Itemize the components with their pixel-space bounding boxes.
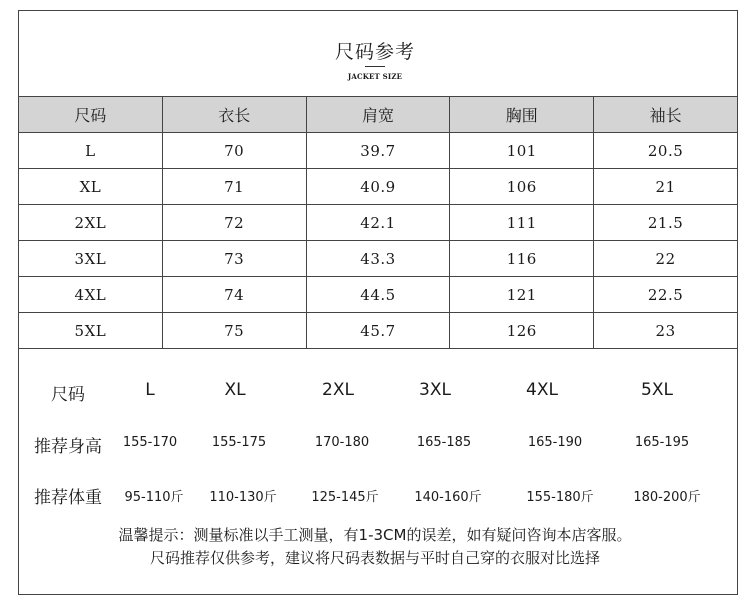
table-cell: 39.7 (306, 133, 450, 169)
recommend-size: XL (224, 380, 246, 400)
recommend-height: 165-185 (416, 435, 472, 450)
table-cell: 75 (162, 313, 306, 349)
table-cell: 45.7 (306, 313, 450, 349)
table-cell: 72 (162, 205, 306, 241)
size-row-label: 尺码 (51, 385, 85, 405)
recommend-height: 155-175 (211, 435, 267, 450)
table-row (19, 313, 738, 349)
table-cell: 22 (594, 241, 738, 277)
page-subtitle: JACKET SIZE (347, 72, 403, 81)
recommend-height: 165-195 (634, 435, 690, 450)
table-cell: 44.5 (306, 277, 450, 313)
table-cell: 40.9 (306, 169, 450, 205)
table-row (19, 241, 738, 277)
recommend-weight: 140-160斤 (414, 490, 482, 505)
table-cell: 2XL (19, 205, 163, 241)
table-cell: 111 (450, 205, 594, 241)
table-cell: 42.1 (306, 205, 450, 241)
recommend-size: L (145, 380, 155, 400)
recommend-height: 170-180 (314, 435, 370, 450)
recommend-size: 2XL (322, 380, 354, 400)
recommend-height: 165-190 (527, 435, 583, 450)
table-cell: 70 (162, 133, 306, 169)
table-cell: 5XL (19, 313, 163, 349)
table-row (19, 277, 738, 313)
table-cell: 101 (450, 133, 594, 169)
table-cell: 3XL (19, 241, 163, 277)
weight-row-label: 推荐体重 (34, 488, 102, 508)
recommend-weight: 125-145斤 (311, 490, 379, 505)
table-cell: L (19, 133, 163, 169)
column-header: 衣长 (162, 97, 306, 133)
height-row-label: 推荐身高 (34, 437, 102, 457)
size-table (18, 96, 738, 349)
table-row (19, 133, 738, 169)
recommend-size: 3XL (419, 380, 451, 400)
table-cell: 74 (162, 277, 306, 313)
table-cell: 73 (162, 241, 306, 277)
recommend-weight: 95-110斤 (124, 490, 184, 505)
table-cell: 43.3 (306, 241, 450, 277)
table-cell: 23 (594, 313, 738, 349)
table-row (19, 169, 738, 205)
table-cell: 71 (162, 169, 306, 205)
table-cell: 121 (450, 277, 594, 313)
size-recommendation (18, 350, 738, 530)
table-cell: 116 (450, 241, 594, 277)
recommend-size: 5XL (641, 380, 673, 400)
title-divider (365, 66, 385, 67)
table-cell: 21 (594, 169, 738, 205)
recommend-weight: 180-200斤 (633, 490, 701, 505)
tip-note-line1: 温馨提示：测量标准以手工测量，有1-3CM的误差，如有疑问咨询本店客服。 (118, 526, 632, 544)
table-cell: 21.5 (594, 205, 738, 241)
page-title: 尺码参考 (334, 41, 415, 63)
table-cell: 4XL (19, 277, 163, 313)
recommend-height: 155-170 (122, 435, 178, 450)
table-cell: 106 (450, 169, 594, 205)
table-cell: 22.5 (594, 277, 738, 313)
column-header: 肩宽 (306, 97, 450, 133)
table-cell: 126 (450, 313, 594, 349)
table-row (19, 205, 738, 241)
table-header-row (19, 97, 738, 133)
tip-note-line2: 尺码推荐仅供参考，建议将尺码表数据与平时自己穿的衣服对比选择 (149, 549, 600, 567)
table-cell: 20.5 (594, 133, 738, 169)
table-cell: XL (19, 169, 163, 205)
column-header: 袖长 (594, 97, 738, 133)
recommend-weight: 155-180斤 (526, 490, 594, 505)
column-header: 胸围 (450, 97, 594, 133)
recommend-weight: 110-130斤 (209, 490, 277, 505)
column-header: 尺码 (19, 97, 163, 133)
recommend-size: 4XL (526, 380, 558, 400)
